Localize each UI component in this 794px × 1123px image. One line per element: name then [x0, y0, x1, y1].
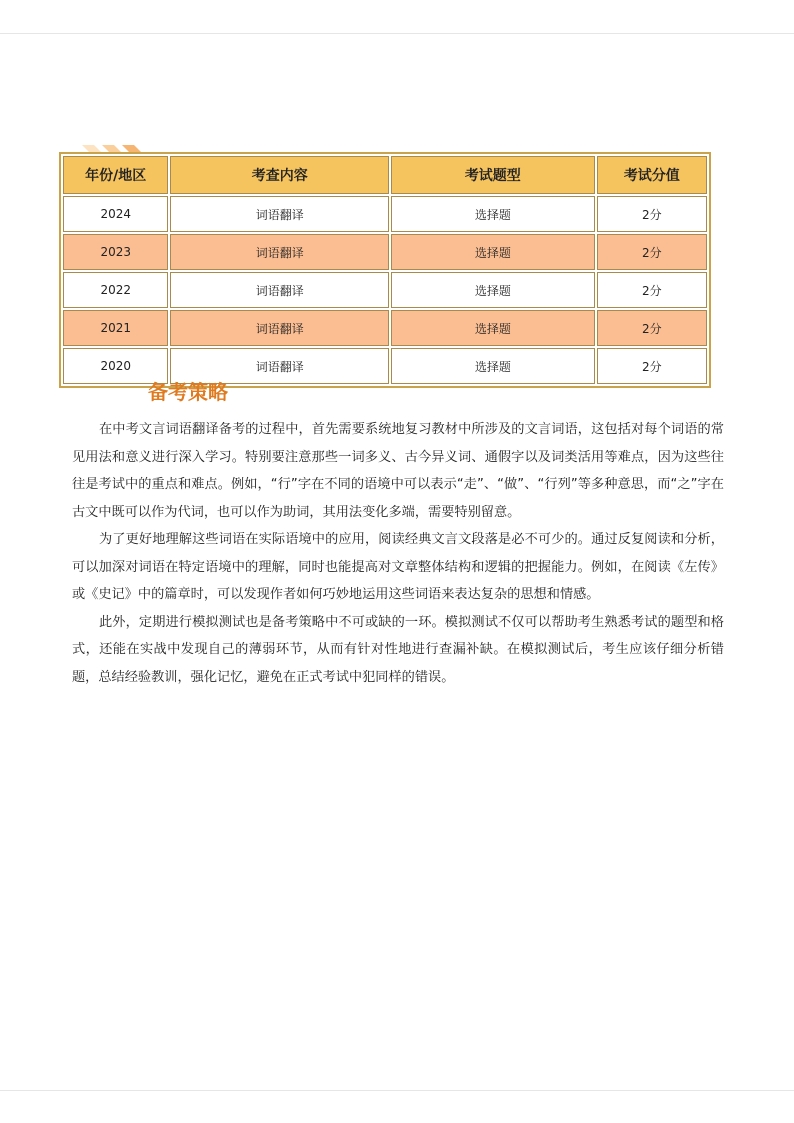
- cell-score: 2分: [597, 348, 707, 384]
- cell-score: 2分: [597, 272, 707, 308]
- header-year-region: 年份/地区: [63, 156, 168, 194]
- cell-content: 词语翻译: [170, 196, 389, 232]
- cell-type: 选择题: [391, 196, 595, 232]
- table-header-row: [63, 156, 707, 194]
- paragraph: 此外，定期进行模拟测试也是备考策略中不可或缺的一环。模拟测试不仅可以帮助考生熟悉考试的题型和格式，还能在实战中发现自己的薄弱环节，从而有针对性地进行查漏补缺。在模拟测试后，考生应该仔细分析错题，总结经验教训，强化记忆，避免在正式考试中犯同样的错误。: [72, 614, 724, 685]
- section-title: 备考策略: [148, 380, 228, 404]
- cell-year: 2024: [63, 196, 168, 232]
- cell-content: 词语翻译: [170, 272, 389, 308]
- cell-type: 选择题: [391, 272, 595, 308]
- table-row: [63, 272, 707, 308]
- cell-content: 词语翻译: [170, 348, 389, 384]
- section-body: [72, 416, 724, 691]
- header-content: 考查内容: [170, 156, 389, 194]
- header-score: 考试分值: [597, 156, 707, 194]
- cell-content: 词语翻译: [170, 310, 389, 346]
- paragraph: 为了更好地理解这些词语在实际语境中的应用，阅读经典文言文段落是必不可少的。通过反复阅读和分析，可以加深对词语在特定语境中的理解，同时也能提高对文章整体结构和逻辑的把握能力。例如，在阅读《左传》或《史记》中的篇章时，可以发现作者如何巧妙地运用这些词语来表达复杂的思想和情感。: [72, 532, 724, 602]
- cell-content: 词语翻译: [170, 234, 389, 270]
- cell-year: 2021: [63, 310, 168, 346]
- cell-year: 2020: [63, 348, 168, 384]
- cell-score: 2分: [597, 310, 707, 346]
- table-row: [63, 196, 707, 232]
- cell-score: 2分: [597, 234, 707, 270]
- cell-year: 2022: [63, 272, 168, 308]
- exam-info-table: [59, 152, 711, 388]
- cell-type: 选择题: [391, 234, 595, 270]
- paragraph: 在中考文言词语翻译备考的过程中，首先需要系统地复习教材中所涉及的文言词语，这包括对每个词语的常见用法和意义进行深入学习。特别要注意那些一词多义、古今异义词、通假字以及词类活用等难点，因为这些往往是考试中的重点和难点。例如，“行”字在不同的语境中可以表示“走”、“做”、“行列”等多种意思，而“之”字在古文中既可以作为代词，也可以作为助词，其用法变化多端，需要特别留意。: [72, 422, 724, 520]
- page-bottom-divider: [0, 1090, 794, 1091]
- cell-type: 选择题: [391, 310, 595, 346]
- header-question-type: 考试题型: [391, 156, 595, 194]
- table-row: [63, 234, 707, 270]
- table-row: [63, 310, 707, 346]
- cell-type: 选择题: [391, 348, 595, 384]
- cell-score: 2分: [597, 196, 707, 232]
- page-top-divider: [0, 33, 794, 34]
- cell-year: 2023: [63, 234, 168, 270]
